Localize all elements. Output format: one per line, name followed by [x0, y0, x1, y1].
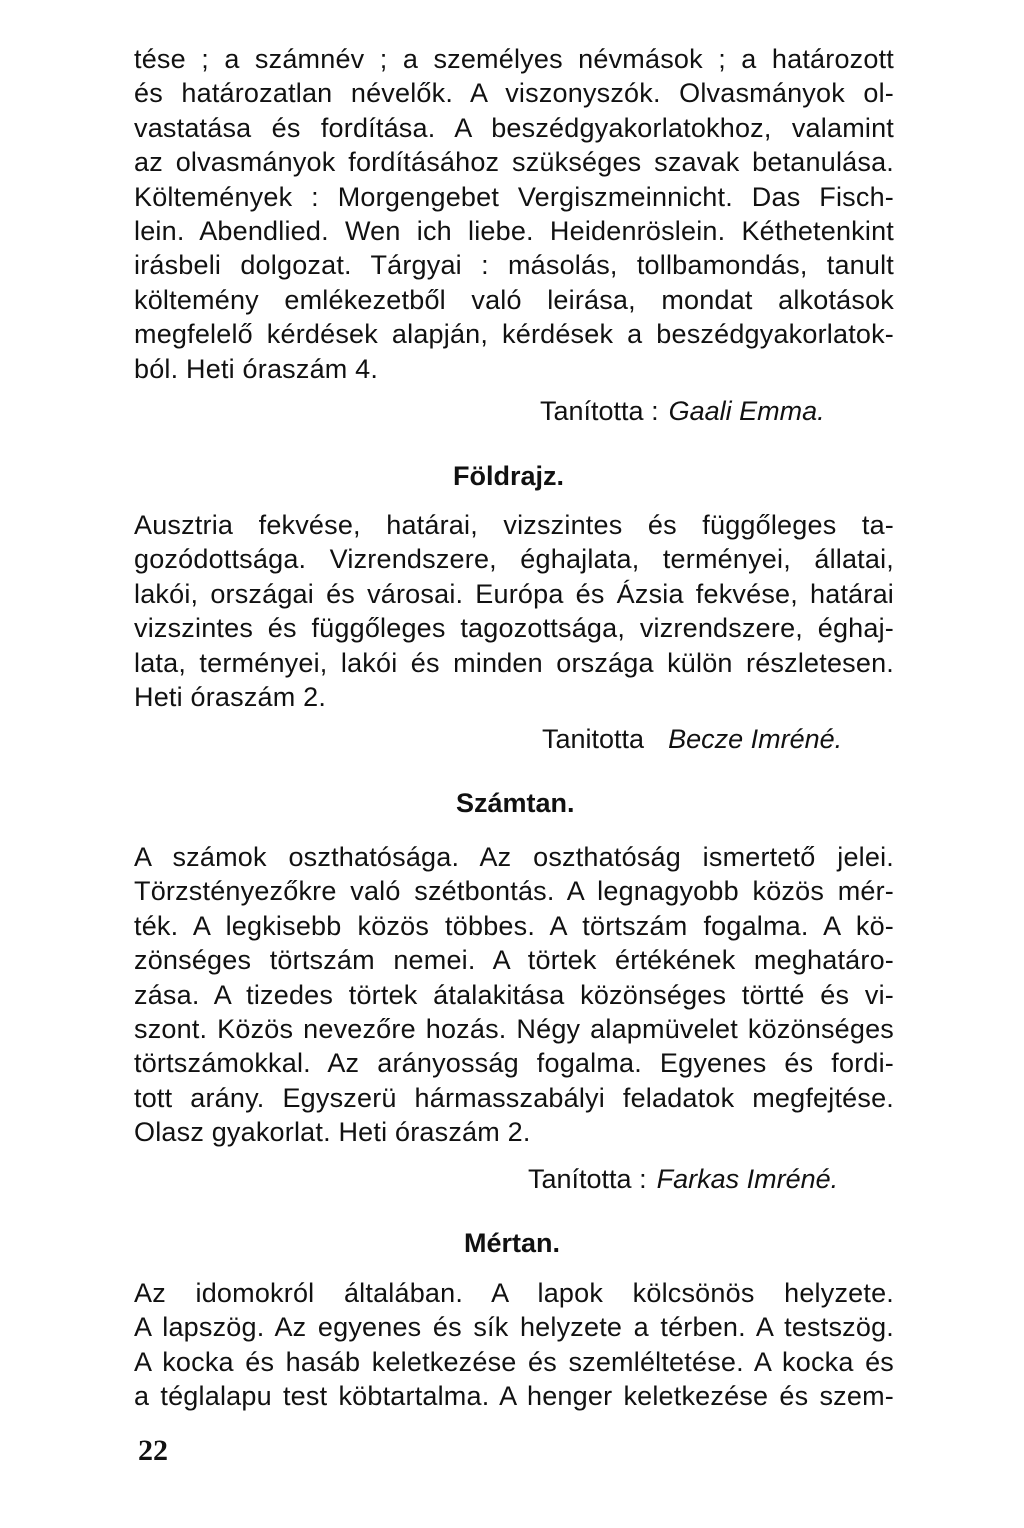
signature-label: Tanitotta	[542, 724, 645, 754]
text-line: megfelelő kérdések alapján, kérdések a beszédgyakorlatok-	[134, 319, 894, 350]
text-line: Az idomokról általában. A lapok kölcsönös helyzete.	[134, 1278, 894, 1308]
section-heading: Számtan.	[456, 788, 575, 818]
section-4-body	[134, 1276, 894, 1414]
text-line: Heti óraszám 2.	[134, 681, 327, 712]
text-line: lein. Abendlied. Wen ich liebe. Heidenröslein. Kéthetenkint	[134, 215, 894, 246]
text-line: vizszintes és függőleges tagozottsága, vizrendszere, éghaj-	[134, 613, 894, 644]
text-line: A kocka és hasáb keletkezése és szemléltetése. A kocka és	[134, 1346, 894, 1377]
text-line: szont. Közös nevezőre hozás. Négy alapmüvelet közönséges	[134, 1013, 894, 1044]
section-3-body	[134, 840, 894, 1150]
text-line: tott arány. Egyszerü hármasszabályi feladatok megfejtése.	[134, 1082, 894, 1113]
teacher-signature	[542, 724, 842, 755]
teacher-signature	[528, 1164, 838, 1195]
text-line: irásbeli dolgozat. Tárgyai : másolás, tollbamondás, tanult	[134, 250, 894, 281]
text-line: költemény emlékezetből való leirása, mondat alkotások	[134, 284, 894, 315]
signature-label: Tanította :	[540, 396, 659, 426]
teacher-signature	[540, 396, 825, 427]
teacher-name: Becze Imréné.	[668, 724, 843, 754]
text-line: a téglalapu test köbtartalma. A henger keletkezése és szem-	[134, 1381, 894, 1412]
text-line: ból. Heti óraszám 4.	[134, 353, 379, 384]
text-line: az olvasmányok fordításához szükséges szavak betanulása.	[134, 147, 894, 178]
section-heading: Mértan.	[464, 1228, 561, 1258]
text-line: törtszámokkal. Az arányosság fogalma. Egyenes és fordi-	[134, 1048, 894, 1079]
text-line: Törzstényezőkre való szétbontás. A legnagyobb közös mér-	[134, 876, 894, 907]
text-line: Olasz gyakorlat. Heti óraszám 2.	[134, 1117, 531, 1148]
teacher-name: Gaali Emma.	[668, 396, 825, 426]
text-line: és határozatlan névelők. A viszonyszók. Olvasmányok ol-	[134, 78, 894, 109]
page-number: 22	[138, 1434, 168, 1467]
signature-label: Tanította :	[528, 1164, 647, 1194]
text-line: Költemények : Morgengebet Vergiszmeinnicht. Das Fisch-	[134, 181, 894, 212]
text-line: ték. A legkisebb közös többes. A törtszám fogalma. A kö-	[134, 910, 894, 941]
section-1-body	[134, 42, 894, 386]
text-line: vastatása és fordítása. A beszédgyakorlatokhoz, valamint	[134, 112, 894, 143]
text-line: zása. A tizedes törtek átalakitása közönséges törtté és vi-	[134, 979, 894, 1010]
teacher-name: Farkas Imréné.	[656, 1164, 839, 1194]
text-line: A számok oszthatósága. Az oszthatóság ismertető jelei.	[134, 842, 894, 872]
text-line: tése ; a számnév ; a személyes névmások ; a határozott	[134, 44, 894, 74]
section-2-body	[134, 508, 894, 714]
text-line: Ausztria fekvése, határai, vizszintes és függőleges ta-	[134, 510, 894, 540]
text-line: zönséges törtszám nemei. A törtek értékének meghatáro-	[134, 945, 894, 976]
text-line: gozódottsága. Vizrendszere, éghajlata, terményei, állatai,	[134, 544, 894, 575]
text-line: lata, terményei, lakói és minden országa külön részletesen.	[134, 647, 894, 678]
text-line: lakói, országai és városai. Európa és Ázsia fekvése, határai	[134, 578, 894, 609]
text-line: A lapszög. Az egyenes és sík helyzete a térben. A testszög.	[134, 1312, 894, 1343]
section-heading: Földrajz.	[453, 461, 565, 491]
